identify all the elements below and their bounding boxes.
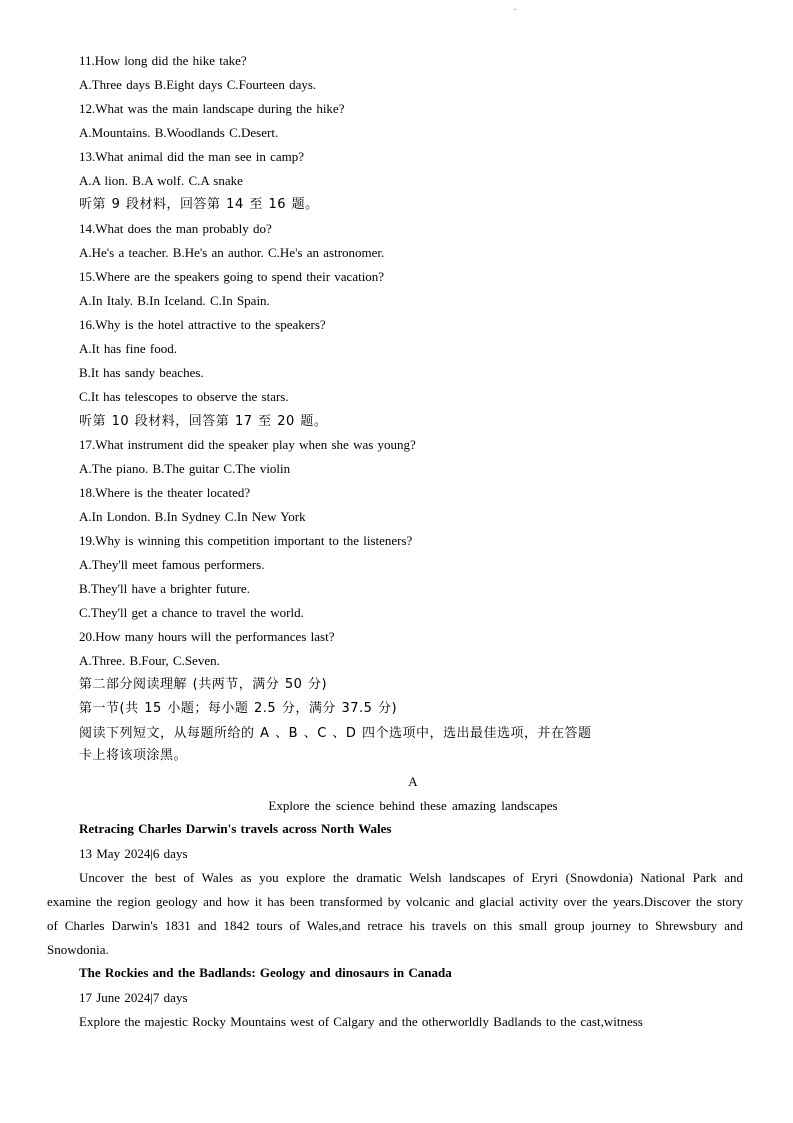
- tour-1-date: 13 May 2024|6 days: [79, 846, 188, 861]
- question-16-option-c: C.It has telescopes to observe the stars.: [79, 389, 289, 404]
- tour-1-title: Retracing Charles Darwin's travels across North Wales: [79, 821, 392, 836]
- section-10-heading: 听第 10 段材料，回答第 17 至 20 题。: [79, 414, 328, 429]
- question-19-option-b: B.They'll have a brighter future.: [79, 581, 250, 596]
- question-16-option-b: B.It has sandy beaches.: [79, 365, 204, 380]
- question-12: 12.What was the main landscape during the hike?: [79, 101, 345, 116]
- question-11-options: A.Three days B.Eight days C.Fourteen days.: [79, 77, 317, 92]
- question-20: 20.How many hours will the performances last?: [79, 629, 335, 644]
- question-14-options: A.He's a teacher. B.He's an author. C.He's an astronomer.: [79, 245, 385, 260]
- instructions-line-2: 卡上将该项涂黑。: [79, 748, 188, 763]
- question-17-options: A.The piano. B.The guitar C.The violin: [79, 461, 291, 476]
- question-12-options: A.Mountains. B.Woodlands C.Desert.: [79, 125, 279, 140]
- tour-2-title: The Rockies and the Badlands: Geology and dinosaurs in Canada: [79, 965, 452, 980]
- tour-1-description: Uncover the best of Wales as you explore the dramatic Welsh landscapes of Eryri (Snowdonia) National Park and examine the region geology and how it has been transformed by volcanic and glacial activity over the years.Discover the story of Charles Darwin's 1831 and 1842 tours of Wales,and retrace his travels on this small group journey to Shrewsbury and Snowdonia.: [47, 870, 743, 957]
- passage-subtitle: Explore the science behind these amazing landscapes: [268, 798, 558, 813]
- instructions-line-1: 阅读下列短文，从每题所给的 A 、B 、C 、D 四个选项中，选出最佳选项，并在答题: [79, 726, 592, 741]
- question-11: 11.How long did the hike take?: [79, 53, 247, 68]
- question-18: 18.Where is the theater located?: [79, 485, 251, 500]
- part-2-title: 第二部分阅读理解 (共两节，满分 50 分): [79, 677, 328, 692]
- question-13: 13.What animal did the man see in camp?: [79, 149, 305, 164]
- section-1-title: 第一节(共 15 小题；每小题 2.5 分，满分 37.5 分): [79, 701, 398, 716]
- question-16: 16.Why is the hotel attractive to the speakers?: [79, 317, 326, 332]
- question-19: 19.Why is winning this competition important to the listeners?: [79, 533, 413, 548]
- tour-2-description: Explore the majestic Rocky Mountains west of Calgary and the otherworldly Badlands to the cast,witness: [79, 1014, 643, 1029]
- question-20-options: A.Three. B.Four, C.Seven.: [79, 653, 220, 668]
- question-15: 15.Where are the speakers going to spend their vacation?: [79, 269, 385, 284]
- question-19-option-c: C.They'll get a chance to travel the world.: [79, 605, 304, 620]
- question-13-options: A.A lion. B.A wolf. C.A snake: [79, 173, 243, 188]
- section-9-heading: 听第 9 段材料，回答第 14 至 16 题。: [79, 197, 319, 212]
- header-mark: .: [514, 2, 517, 12]
- passage-letter: A: [408, 774, 418, 789]
- question-15-options: A.In Italy. B.In Iceland. C.In Spain.: [79, 293, 270, 308]
- question-19-option-a: A.They'll meet famous performers.: [79, 557, 265, 572]
- tour-2-date: 17 June 2024|7 days: [79, 990, 188, 1005]
- question-14: 14.What does the man probably do?: [79, 221, 272, 236]
- question-16-option-a: A.It has fine food.: [79, 341, 177, 356]
- question-17: 17.What instrument did the speaker play when she was young?: [79, 437, 416, 452]
- question-18-options: A.In London. B.In Sydney C.In New York: [79, 509, 306, 524]
